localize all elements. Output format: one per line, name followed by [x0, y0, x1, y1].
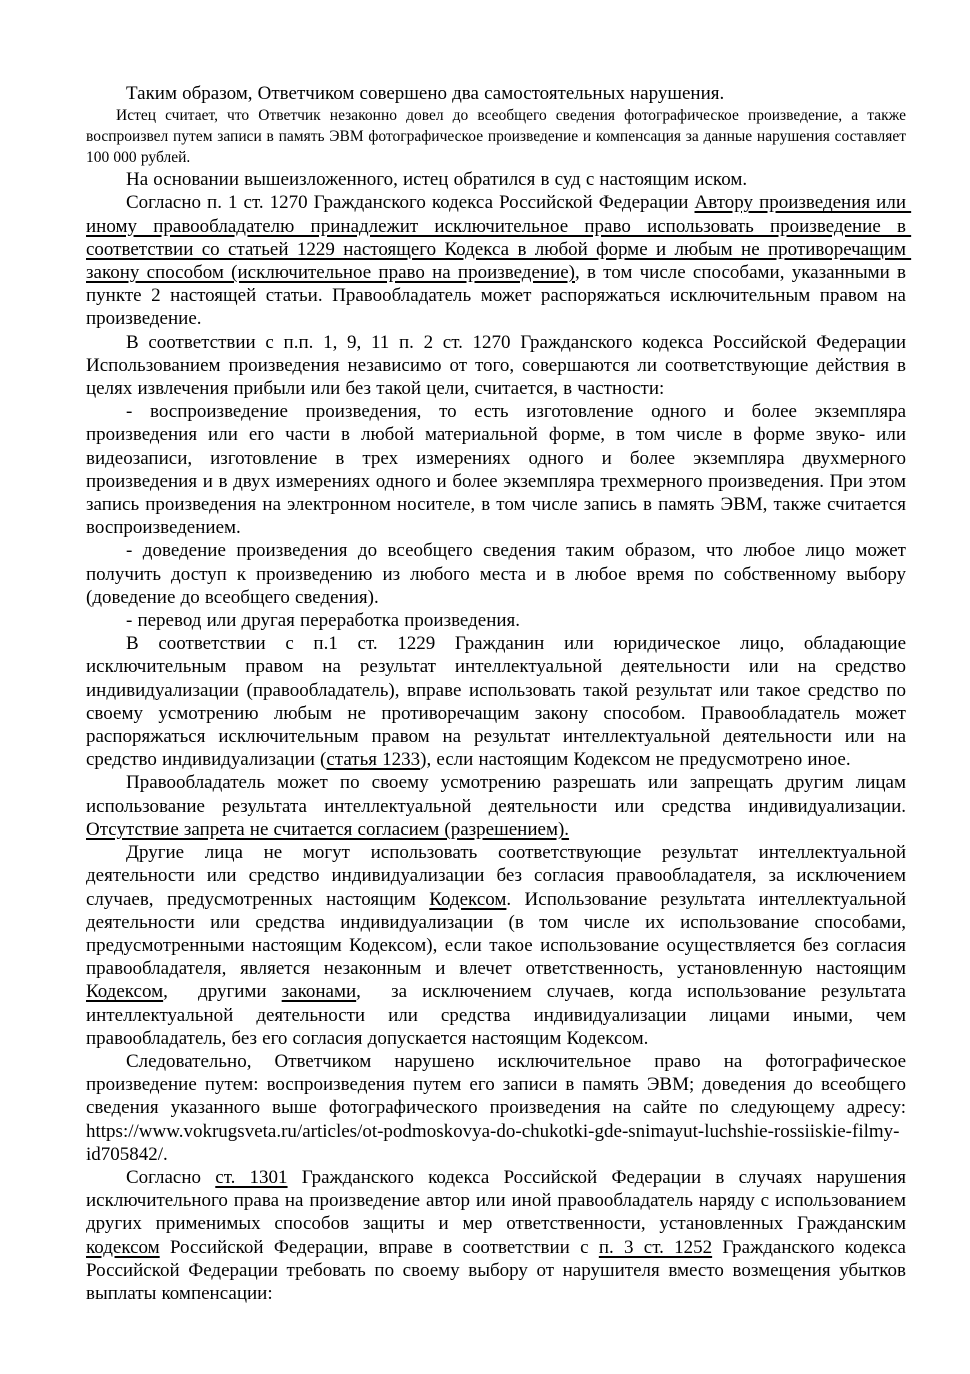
para-gk-1301-compensation	[86, 1166, 912, 1305]
text-run: Российской Федерации, вправе в соответствии с	[159, 1236, 599, 1258]
text-run: . Использование результата интеллектуальной деятельности или средства индивидуализации (в том числе их использование способами, предусмотренными настоящим Кодексом), если такое использование осуществляется без согласия правообладателя, является незаконным и влечет ответственность, установленную настоящим	[86, 888, 912, 980]
text-run: Другие лица не могут использовать соответствующие результат интеллектуальной деятельности или средство индивидуализации без согласия правообладателя, за исключением случаев, предусмотренных настоящим	[86, 842, 912, 910]
underlined-text-run: Автору произведения или иному правообладателю принадлежит исключительное право использовать произведение в соответствии со статьей 1229 настоящего Кодекса в любой форме и любым не противоречащим закону способом (исключительное право на произведение)	[86, 192, 912, 284]
text-run: В соответствии с п.1 ст. 1229 Гражданин или юридическое лицо, обладающие исключительным правом на результат интеллектуальной деятельности или на средство индивидуализации (правообладатель), вправе использовать такой результат или такое средство по своему усмотрению любым не противоречащим закону способом. Правообладатель может распоряжаться исключительным правом на результат интеллектуальной деятельности или на средство индивидуализации (	[86, 633, 912, 771]
para-translation-adaptation	[86, 609, 906, 632]
underlined-text-run: п. 3 ст. 1252	[598, 1236, 713, 1258]
para-rightsholder-permission	[86, 771, 912, 841]
text-run: , за исключением случаев, когда использование результата интеллектуальной деятельности или средства индивидуализации лицами иными, чем правообладатель, без его согласия допускается настоящим Кодексом.	[86, 981, 912, 1049]
para-gk-1270-p1	[86, 191, 912, 330]
underlined-text-run: законами	[281, 981, 357, 1003]
text-run: Правообладатель может по своему усмотрению разрешать или запрещать другим лицам использование результата интеллектуальной деятельности или средства индивидуализации.	[86, 772, 912, 817]
text-run: Гражданского кодекса Российской Федерации требовать по своему выбору от нарушителя вместо возмещения убытков выплаты компенсации:	[86, 1236, 912, 1304]
underlined-text-run: кодексом	[86, 1236, 160, 1258]
underlined-text-run: Отсутствие запрета не считается согласием (разрешением).	[86, 818, 570, 840]
text-run: Гражданского кодекса Российской Федерации в случаях нарушения исключительного права на произведение автор или иной правообладатель наряду с использованием других применимых способов защиты и мер ответственности, установленных Гражданским	[86, 1166, 912, 1235]
text-run: На основании вышеизложенного, истец обратился в суд с настоящим иском.	[126, 169, 748, 191]
para-communication-to-public	[86, 539, 912, 609]
text-run: , в том числе способами, указанными в пункте 2 настоящей статьи. Правообладатель может распоряжаться исключительным правом на произведение.	[86, 262, 912, 330]
para-conclusion-two-violations	[86, 82, 906, 105]
text-run: - доведение произведения до всеобщего сведения таким образом, что любое лицо может получить доступ к произведению из любого места и в любое время по собственному выбору (доведение до всеобщего сведения).	[86, 540, 912, 608]
text-run: - перевод или другая переработка произведения.	[126, 610, 521, 632]
para-reproduction-definition	[86, 400, 912, 539]
underlined-text-run: ст. 1301	[215, 1166, 288, 1188]
underlined-text-run: Кодексом	[429, 888, 507, 910]
underlined-text-run: Кодексом	[86, 981, 164, 1003]
para-other-persons-restriction	[86, 841, 912, 1050]
text-run: Следовательно, Ответчиком нарушено исключительное право на фотографическое произведение путем: воспроизведения путем его записи в память ЭВМ; доведения до всеобщего сведения указанного выше фотографического произведения на сайте по следующему адресу: https://www.vokrugsveta.ru/articles/ot-podmoskovya-do-chukotki-gde-snimayut-luchshie-rossiiskie-filmy-id705842/.	[86, 1050, 912, 1165]
text-run: Истец считает, что Ответчик незаконно довел до всеобщего сведения фотографическое произведение, а также воспроизвел путем записи в память ЭВМ фотографическое произведение и компенсация за данные нарушения составляет 100 000 рублей.	[86, 107, 911, 167]
text-run: ), если настоящим Кодексом не предусмотрено иное.	[420, 749, 851, 771]
text-run: В соответствии с п.п. 1, 9, 11 п. 2 ст. 1270 Гражданского кодекса Российской Федерации Использованием произведения независимо от того, совершаются ли соответствующие действия в целях извлечения прибыли или без такой цели, считается, в частности:	[86, 331, 912, 400]
text-run: , другими	[163, 981, 282, 1003]
text-run: Согласно	[126, 1166, 216, 1188]
text-run: Согласно п. 1 ст. 1270 Гражданского кодекса Российской Федерации	[126, 192, 695, 214]
text-run: Таким образом, Ответчиком совершено два самостоятельных нарушения.	[126, 83, 725, 104]
para-gk-1270-p2-intro	[86, 331, 912, 401]
text-run: - воспроизведение произведения, то есть изготовление одного и более экземпляра произведения или его части в любой материальной форме, в том числе в форме звуко- или видеозаписи, изготовление в трех измерениях одного и более экземпляра двухмерного произведения и в двух измерениях одного и более экземпляра трехмерного произведения. При этом запись произведения на электронном носителе, в том числе запись в память ЭВМ, также считается воспроизведением.	[86, 401, 912, 539]
para-gk-1229-p1	[86, 632, 912, 771]
document-body	[86, 82, 912, 1305]
para-violation-conclusion	[86, 1050, 912, 1166]
para-claim-amount	[86, 105, 911, 168]
para-basis-lawsuit	[86, 168, 906, 191]
underlined-text-run: статья 1233	[326, 749, 421, 771]
